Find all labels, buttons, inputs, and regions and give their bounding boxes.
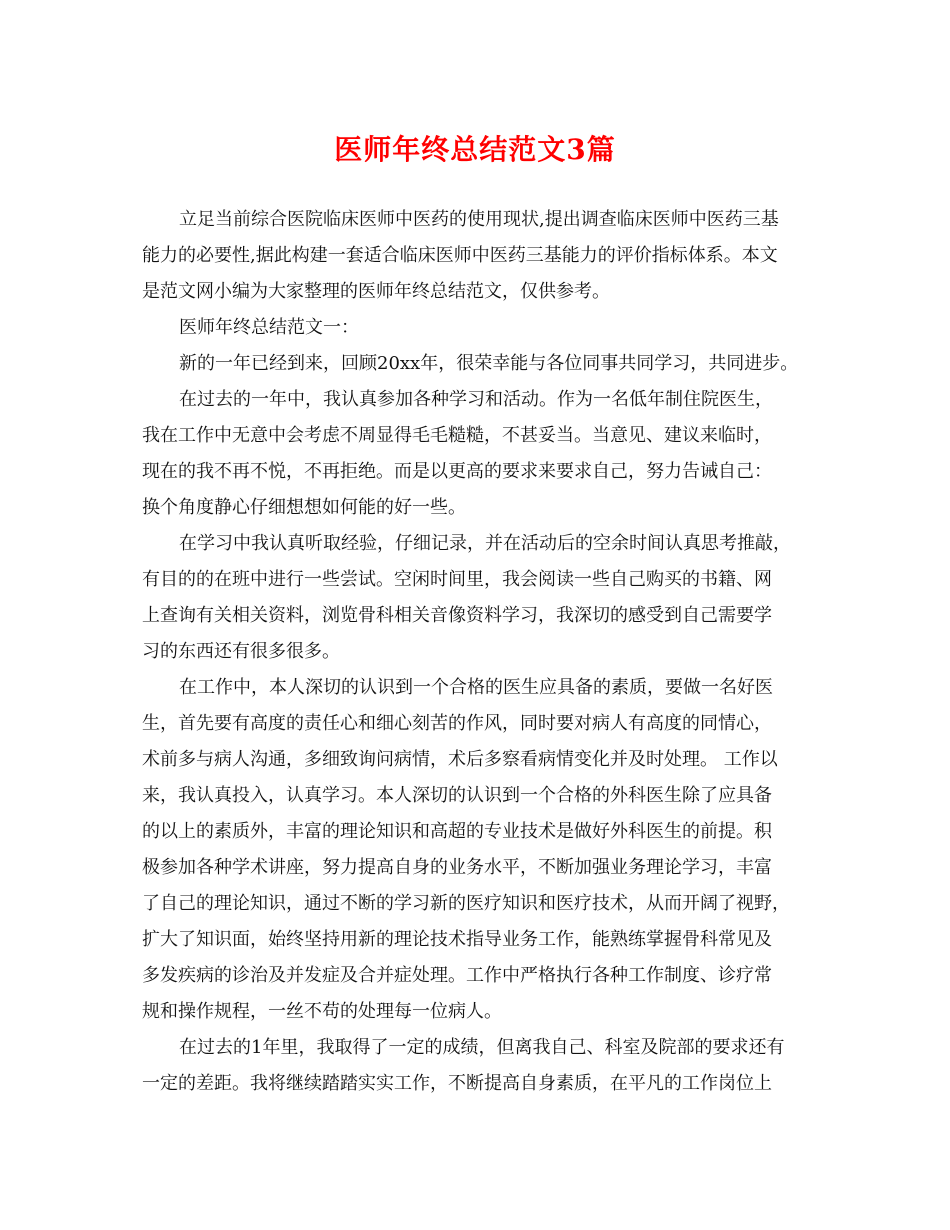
- body-line: 扩大了知识面，始终坚持用新的理论技术指导业务工作，能熟练掌握骨科常见及: [142, 929, 772, 950]
- body-line: 一定的差距。我将继续踏踏实实工作，不断提高自身素质，在平凡的工作岗位上: [142, 1073, 772, 1094]
- body-line: 极参加各种学术讲座，努力提高自身的业务水平，不断加强业务理论学习，丰富: [142, 857, 772, 878]
- document-title: 医师年终总结范文3篇: [334, 133, 616, 166]
- section-heading: 医师年终总结范文一：: [179, 317, 359, 338]
- body-line: 的以上的素质外，丰富的理论知识和高超的专业技术是做好外科医生的前提。积: [142, 821, 772, 842]
- body-line: 了自己的理论知识，通过不断的学习新的医疗知识和医疗技术，从而开阔了视野，: [142, 893, 790, 914]
- body-line: 有目的的在班中进行一些尝试。空闲时间里，我会阅读一些自己购买的书籍、网: [142, 569, 772, 590]
- body-line: 上查询有关相关资料，浏览骨科相关音像资料学习，我深切的感受到自己需要学: [142, 605, 772, 626]
- body-line: 生，首先要有高度的责任心和细心刻苦的作风，同时要对病人有高度的同情心，: [142, 713, 772, 734]
- body-line: 来，我认真投入，认真学习。本人深切的认识到一个合格的外科医生除了应具备: [142, 785, 772, 806]
- body-line: 是范文网小编为大家整理的医师年终总结范文，仅供参考。: [142, 281, 610, 302]
- body-line: 我在工作中无意中会考虑不周显得毛毛糙糙，不甚妥当。当意见、建议来临时，: [142, 425, 772, 446]
- body-line: 换个角度静心仔细想想如何能的好一些。: [142, 497, 466, 518]
- body-line: 能力的必要性,据此构建一套适合临床医师中医药三基能力的评价指标体系。本文: [142, 245, 778, 266]
- body-line: 现在的我不再不悦，不再拒绝。而是以更高的要求来要求自己，努力告诫自己：: [142, 461, 772, 482]
- body-line: 规和操作规程，一丝不苟的处理每一位病人。: [142, 1001, 502, 1022]
- body-line: 立足当前综合医院临床医师中医药的使用现状,提出调查临床医师中医药三基: [179, 209, 779, 230]
- body-line: 术前多与病人沟通，多细致询问病情，术后多察看病情变化并及时处理。 工作以: [142, 749, 778, 770]
- document-body: [142, 202, 810, 1102]
- body-line: 在过去的1年里，我取得了一定的成绩，但离我自己、科室及院部的要求还有: [179, 1037, 785, 1058]
- body-line: 在工作中，本人深切的认识到一个合格的医生应具备的素质，要做一名好医: [179, 677, 773, 698]
- body-line: 在过去的一年中，我认真参加各种学习和活动。作为一名低年制住院医生，: [179, 389, 773, 410]
- body-line: 多发疾病的诊治及并发症及合并症处理。工作中严格执行各种工作制度、诊疗常: [142, 965, 772, 986]
- body-line: 习的东西还有很多很多。: [142, 641, 340, 662]
- body-line: 在学习中我认真听取经验，仔细记录，并在活动后的空余时间认真思考推敲，: [179, 533, 791, 554]
- body-line: 新的一年已经到来，回顾20xx年，很荣幸能与各位同事共同学习，共同进步。: [179, 353, 799, 374]
